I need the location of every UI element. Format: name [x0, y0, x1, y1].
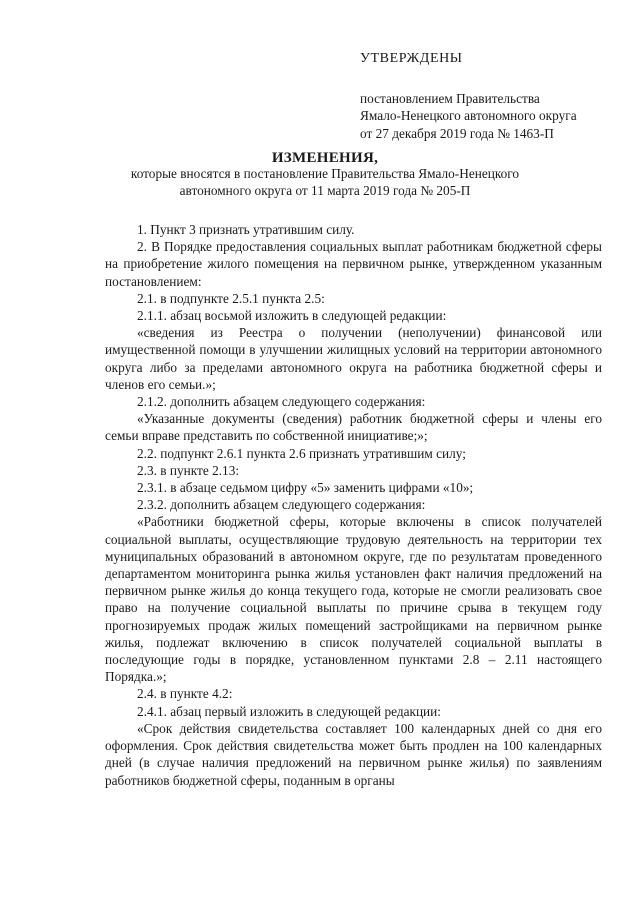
paragraph: 2.3.2. дополнить абзацем следующего содержания: — [137, 497, 426, 513]
subtitle-line: автономного округа от 11 марта 2019 года № 205-П — [179, 183, 471, 199]
document-body — [105, 221, 602, 789]
document-title: ИЗМЕНЕНИЯ, — [271, 150, 379, 166]
subtitle-line: которые вносятся в постановление Правительства Ямало-Ненецкого — [130, 166, 520, 181]
paragraph: 2.4.1. абзац первый изложить в следующей редакции: — [137, 703, 441, 719]
paragraph: 2.1. в подпункте 2.5.1 пункта 2.5: — [137, 290, 325, 306]
paragraph: 2.1.2. дополнить абзацем следующего содержания: — [137, 394, 426, 410]
paragraph: «сведения из Реестра о получении (неполучении) финансовой или имущественной помощи в улучшении жилищных условий на территории автономного округа либо за пределами автономного округа на работника бюджетной сферы и членов его семьи.»; — [105, 325, 602, 392]
document-subtitle — [90, 165, 560, 199]
paragraph: «Указанные документы (сведения) работник бюджетной сферы и члены его семьи вправе представить по собственной инициативе;»; — [105, 411, 602, 444]
approval-line: от 27 декабря 2019 года № 1463-П — [360, 125, 554, 141]
paragraph: 2. В Порядке предоставления социальных выплат работникам бюджетной сферы на приобретение жилого помещения на первичном рынке, утвержденном указанным постановлением: — [105, 239, 602, 289]
approval-heading: УТВЕРЖДЕНЫ — [360, 51, 463, 66]
paragraph: 2.1.1. абзац восьмой изложить в следующей редакции: — [137, 308, 447, 324]
approval-block — [360, 50, 630, 142]
paragraph: 2.2. подпункт 2.6.1 пункта 2.6 признать утратившим силу; — [137, 445, 466, 461]
paragraph: 1. Пункт 3 признать утратившим силу. — [137, 222, 355, 237]
paragraph: 2.3. в пункте 2.13: — [137, 462, 240, 478]
approval-line: Ямало-Ненецкого автономного округа — [360, 108, 577, 124]
paragraph: «Срок действия свидетельства составляет 100 календарных дней со дня его оформления. Срок действия свидетельства может быть продлен на 100 календарных дней (в случае наличия предложений на первичном рынке жилья) по заявлениям работников бюджетной сферы, поданным в органы — [105, 720, 602, 788]
paragraph: 2.4. в пункте 4.2: — [137, 686, 233, 702]
paragraph: «Работники бюджетной сферы, которые включены в список получателей социальной выплаты, осуществляющие трудовую деятельность на территории тех муниципальных образований в автономном округе, где по результатам проведенного департаментом мониторинга рынка жилья установлен факт наличия предложений на первичном рынке жилья до конца текущего года, которые не смогли реализовать свое право на получение социальной выплаты по причине срыва в текущем году прогнозируемых продаж жилых помещений застройщиками на первичном рынке жилья, подлежат включению в список получателей социальной выплаты в последующие годы в порядке, установленном пунктами 2.8 – 2.11 настоящего Порядка.»; — [105, 514, 602, 685]
approval-line: постановлением Правительства — [360, 91, 540, 107]
paragraph: 2.3.1. в абзаце седьмом цифру «5» заменить цифрами «10»; — [137, 480, 474, 496]
